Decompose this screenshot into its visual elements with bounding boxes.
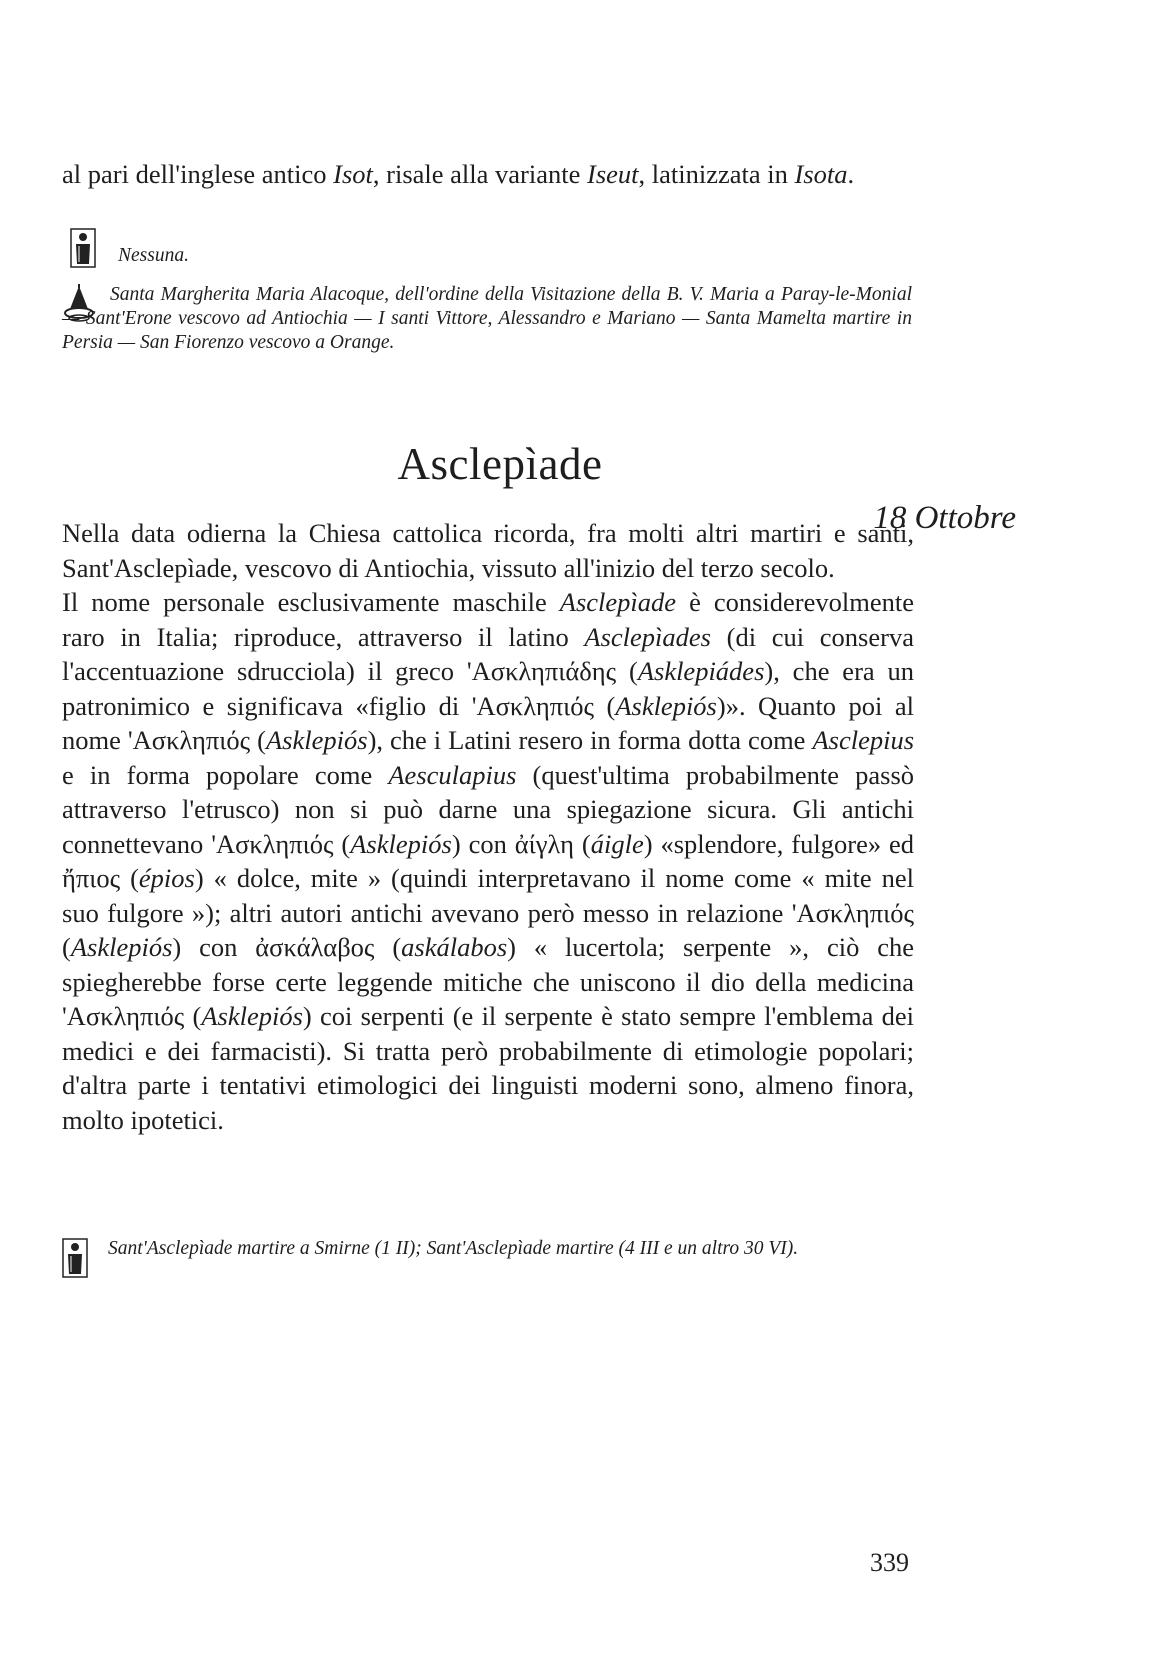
italic-term: Asklepiós	[350, 828, 452, 859]
text-run: (	[374, 932, 402, 962]
greek-term: 'Ασκληπιός	[471, 690, 594, 721]
text-run: (	[594, 690, 616, 721]
entry-date: 18 Ottobre	[873, 500, 1016, 536]
text-run: (	[250, 725, 266, 755]
italic-term: áigle	[590, 828, 644, 859]
text-run: ) con	[451, 828, 515, 859]
entry-body	[62, 516, 914, 1137]
text-run: )». Quanto poi al nome	[62, 690, 914, 755]
italic-term: Asklepiós	[615, 690, 717, 721]
continuation-text	[62, 157, 912, 192]
text-run: .	[847, 159, 855, 189]
page-number: 339	[870, 1548, 909, 1577]
celebrations-list: Santa Margherita Maria Alacoque, dell'ordine della Visitazione della B. V. Maria a Paray-le-Monial — Sant'Erone vescovo ad Antiochia — I santi Vittore, Alessandro e Mariano — Santa Mamelta martire in Persia — San Fiorenzo vescovo a Orange.	[62, 284, 912, 353]
text-run: , latinizzata in	[638, 159, 795, 189]
greek-term: 'Ασκληπιός	[127, 725, 251, 755]
greek-term: 'Ασκληπιός	[62, 1001, 185, 1031]
text-run: è considerevolmente raro in Italia; riproduce, attraverso il latino	[62, 587, 914, 652]
italic-term: Isota	[794, 159, 848, 189]
text-run: al pari dell'inglese antico	[62, 159, 334, 189]
text-run: ), che era un patronimico e significava «figlio di	[62, 656, 914, 721]
text-run: (	[120, 863, 139, 893]
text-run: (	[616, 656, 638, 686]
saints-first-label: Nessuna.	[118, 245, 189, 266]
text-run: ) « dolce, mite » (quindi interpretavano il nome come « mite nel suo fulgore »); altri autori antichi avevano però messo in relazione	[62, 863, 914, 928]
text-run: (	[333, 828, 351, 859]
text-run: (	[573, 828, 591, 859]
continuation-paragraph	[62, 157, 912, 192]
text-run: (quest'ultima probabilmente passò attraverso l'etrusco) non si può darne una spiegazione sicura. Gli antichi connettevano	[62, 759, 915, 859]
greek-term: 'Ασκληπιός	[791, 897, 914, 928]
italic-term: Asklepiós	[201, 1001, 303, 1031]
paragraph-1: Nella data odierna la Chiesa cattolica ricorda, fra molti altri martiri e santi, Sant'Asclepìade, vescovo di Antiochia, vissuto all'inizio del terzo secolo.	[62, 518, 914, 583]
italic-term: épios	[138, 863, 195, 893]
text-run: ) «splendore, fulgore» ed	[643, 828, 915, 859]
italic-term: Asklepiádes	[637, 656, 765, 686]
text-run: (	[184, 1001, 202, 1031]
paragraph-2	[62, 585, 914, 1137]
italic-term: Iseut	[587, 159, 639, 189]
saint-figure-icon	[70, 228, 96, 268]
text-run: (di cui conserva l'accentuazione sdrucciola) il greco	[62, 621, 914, 686]
text-run: (	[62, 932, 71, 962]
text-run: e in forma popolare come	[62, 759, 389, 790]
text-run: Il nome personale esclusivamente maschile	[62, 587, 560, 617]
entry-title: Asclepìade	[397, 439, 603, 489]
greek-term: ἀίγλη	[514, 828, 574, 859]
greek-term: ἀσκάλαβος	[255, 932, 375, 962]
saints-second-list: Sant'Asclepìade martire a Smirne (1 II); Sant'Asclepìade martire (4 III e un altro 30 VI).	[108, 1238, 799, 1259]
text-run: ) con	[172, 932, 256, 962]
greek-term: 'Ασκληπιός	[211, 828, 334, 859]
italic-term: Isot	[333, 159, 373, 189]
saint-figure-icon-2	[62, 1238, 88, 1278]
text-run: ) « lucertola; serpente », ciò che spiegherebbe forse certe leggende mitiche che uniscono il dio della medicina	[62, 932, 914, 997]
text-run: ) coi serpenti (e il serpente è stato sempre l'emblema dei medici e dei farmacisti). Si tratta però probabilmente di etimologie popolari; d'altra parte i tentativi etimologici dei linguisti moderni sono, almeno finora, molto ipotetici.	[62, 1001, 915, 1135]
italic-term: askálabos	[401, 932, 508, 962]
italic-term: Asklepiós	[266, 725, 368, 755]
italic-term: Asclepìades	[584, 621, 711, 652]
greek-term: ἤπιος	[62, 863, 121, 893]
italic-term: Aesculapius	[388, 759, 517, 790]
text-run: , risale alla variante	[372, 159, 588, 189]
greek-term: 'Ασκληπιάδης	[466, 656, 617, 686]
italic-term: Asklepiós	[70, 932, 173, 962]
italic-term: Asclepìade	[559, 587, 677, 617]
text-run: ), che i Latini resero in forma dotta come	[367, 725, 813, 755]
italic-term: Asclepius	[812, 725, 915, 755]
